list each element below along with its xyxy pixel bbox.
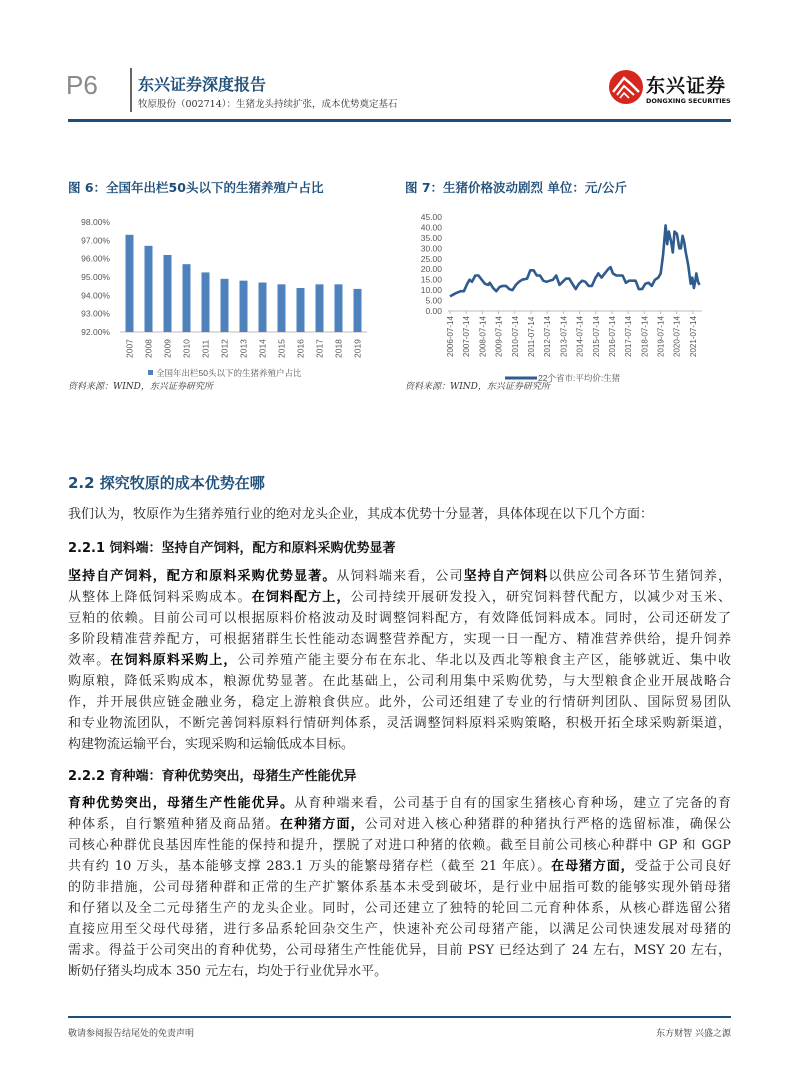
- bar: [126, 235, 134, 332]
- text-run: 公司对进入核心种猪群的种猪执行严格的选留标准，确保公: [364, 817, 731, 832]
- y-tick-label: 15.00: [420, 274, 442, 285]
- x-tick-label: 2008-07-14: [478, 316, 488, 357]
- bar: [145, 246, 153, 332]
- logo-text-en: DONGXING SECURITIES: [646, 97, 731, 105]
- figure-7-title: 图 7：生猪价格波动剧烈 单位：元/公斤: [405, 180, 627, 195]
- footer-slogan: 东方财智 兴盛之源: [656, 1029, 731, 1039]
- header-divider: [130, 68, 132, 112]
- y-tick-label: 20.00: [420, 264, 442, 275]
- y-tick-label: 30.00: [420, 243, 442, 254]
- y-tick-label: 96.00%: [81, 253, 110, 264]
- text-run: 公司养殖产能主要分布在东北、华北以及西北等粮食主产区，能够就近、集中收: [237, 653, 731, 668]
- y-tick-label: 93.00%: [81, 308, 110, 319]
- x-tick-label: 2018-07-14: [640, 316, 650, 357]
- y-tick-label: 10.00: [420, 285, 442, 296]
- text-run: 直接应用至父母代母猪，进行多品系轮回杂交生产，快速补充公司母猪产能，以满足公司快速发展对母猪的: [68, 922, 731, 937]
- paragraph-line: [68, 587, 731, 608]
- bar: [202, 272, 210, 332]
- x-tick-label: 2011-07-14: [526, 316, 536, 357]
- y-tick-label: 94.00%: [81, 290, 110, 301]
- x-tick-label: 2009-07-14: [494, 316, 504, 357]
- page-number: P6: [66, 70, 98, 100]
- x-tick-label: 2010: [181, 339, 192, 358]
- text-run: 司核心种群优良基因库性能的保持和提升，摆脱了对进口种猪的依赖。截至目前公司核心种群中 GP 和 GGP: [68, 838, 731, 853]
- text-run: 和仔猪以及全二元母猪生产的龙头企业。同时，公司还建立了独特的轮回二元育种体系，从核心群选留公猪: [68, 901, 731, 916]
- bar: [183, 264, 191, 332]
- text-run: 受益于公司良好: [634, 859, 731, 874]
- text-run: 从饲料端来看，公司: [336, 569, 464, 584]
- x-tick-label: 2015-07-14: [591, 316, 601, 357]
- x-tick-label: 2015: [276, 339, 287, 358]
- subsection-heading-feed: 2.2.1 饲料端：坚持自产饲料，配方和原料采购优势显著: [68, 541, 396, 556]
- text-run: 构建物流运输平台，实现采购和运输低成本目标。: [68, 737, 355, 752]
- text-run: 以供应公司各环节生猪饲养，: [548, 569, 731, 584]
- x-tick-label: 2013-07-14: [559, 316, 569, 357]
- text-run: 和专业物流团队，不断完善饲料原料行情研判体系，灵活调整饲料原料采购策略，积极开拓全球采购新渠道，: [68, 716, 731, 731]
- bar: [221, 279, 229, 332]
- report-subtitle: 牧原股份（002714）：生猪龙头持续扩张，成本优势奠定基石: [138, 99, 398, 110]
- x-tick-label: 2016-07-14: [607, 316, 617, 357]
- x-tick-label: 2021-07-14: [688, 316, 698, 357]
- paragraph-line: [68, 898, 731, 919]
- section-heading: 2.2 探究牧原的成本优势在哪: [68, 474, 265, 492]
- bold-text: 在饲料原料采购上，: [110, 653, 238, 668]
- figure-6-title: 图 6：全国年出栏50头以下的生猪养殖户占比: [68, 180, 324, 195]
- price-line: [450, 225, 700, 296]
- y-tick-label: 98.00%: [81, 217, 110, 227]
- bold-text: 在母猪方面，: [551, 859, 635, 874]
- paragraph-line: [68, 566, 731, 587]
- report-title: 东兴证券深度报告: [138, 75, 267, 94]
- feed-paragraph: [68, 566, 731, 755]
- figure-6-source: 资料来源：WIND，东兴证券研究所: [68, 382, 213, 392]
- paragraph-line: [68, 713, 731, 734]
- bold-text: 在饲料配方上，: [251, 590, 351, 605]
- y-tick-label: 95.00%: [81, 272, 110, 282]
- x-tick-label: 2014: [257, 339, 268, 358]
- subsection-heading-breeding: 2.2.2 育种端：育种优势突出，母猪生产性能优异: [68, 769, 357, 784]
- x-tick-label: 2019: [352, 339, 363, 358]
- bar: [297, 288, 305, 332]
- x-tick-label: 2006-07-14: [446, 316, 455, 357]
- y-tick-label: 97.00%: [81, 235, 110, 246]
- paragraph-line: [68, 671, 731, 692]
- x-tick-label: 2011: [200, 339, 211, 358]
- y-tick-label: 5.00: [425, 295, 442, 306]
- paragraph-line: [68, 793, 731, 814]
- y-tick-label: 35.00: [420, 232, 442, 243]
- bar: [164, 255, 172, 332]
- x-tick-label: 2014-07-14: [575, 316, 585, 357]
- paragraph-line: [68, 856, 731, 877]
- y-tick-label: 0.00: [425, 306, 442, 316]
- y-tick-label: 92.00%: [81, 327, 110, 337]
- text-run: 种体系，自行繁殖种猪及商品猪。: [68, 817, 280, 832]
- text-run: 公司持续开展研发投入，研究饲料替代配方，以减少对玉米、: [350, 590, 731, 605]
- paragraph-line: [68, 629, 731, 650]
- legend-label: 全国年出栏50头以下的生猪养殖户占比: [156, 368, 302, 378]
- bar: [259, 283, 267, 333]
- figure-6-bar-chart: [60, 200, 390, 385]
- bar: [354, 289, 362, 332]
- paragraph-line: [68, 814, 731, 835]
- paragraph-line: [68, 919, 731, 940]
- footer-rule: [68, 1016, 731, 1018]
- x-tick-label: 2017-07-14: [624, 316, 634, 357]
- x-tick-label: 2009: [162, 339, 173, 358]
- bar: [278, 284, 286, 332]
- paragraph-line: [68, 961, 731, 982]
- y-tick-label: 40.00: [420, 222, 442, 233]
- text-run: 断奶仔猪头均成本 350 元左右，均处于行业优异水平。: [68, 964, 388, 979]
- paragraph-line: [68, 734, 731, 755]
- text-run: 从整体上降低饲料采购成本。: [68, 590, 252, 605]
- text-run: 豆粕的依赖。目前公司可以根据原料价格波动及时调整饲料配方，有效降低饲料成本。同时，公司还研发了: [68, 611, 731, 626]
- intro-paragraph: [68, 504, 731, 525]
- legend-label: 22个省市:平均价:生猪: [538, 373, 621, 383]
- x-tick-label: 2012: [219, 339, 230, 358]
- text-run: 购原粮，降低采购成本，粮源优势显著。在此基础上，公司利用集中采购优势，与大型粮食企业开展战略合: [68, 674, 731, 689]
- legend-swatch: [148, 370, 153, 375]
- x-tick-label: 2017: [314, 339, 325, 358]
- x-tick-label: 2012-07-14: [543, 316, 553, 357]
- intro-text: 我们认为，牧原作为生猪养殖行业的绝对龙头企业，其成本优势十分显著，具体体现在以下几个方面：: [68, 507, 654, 522]
- x-tick-label: 2007: [124, 339, 135, 358]
- figure-7-source: 资料来源：WIND，东兴证券研究所: [405, 382, 550, 392]
- x-tick-label: 2016: [295, 339, 306, 358]
- y-tick-label: 45.00: [420, 212, 442, 222]
- paragraph-line: [68, 877, 731, 898]
- bold-text: 坚持自产饲料，配方和原料采购优势显著。: [68, 569, 337, 584]
- text-run: 效率。: [68, 653, 111, 668]
- dongxing-logo-icon: [608, 68, 644, 106]
- bold-text: 坚持自产饲料: [463, 569, 549, 584]
- paragraph-line: [68, 835, 731, 856]
- text-run: 从育种端来看，公司基于自有的国家生猪核心育种场，建立了完备的育: [294, 796, 731, 811]
- paragraph-line: [68, 940, 731, 961]
- text-run: 共有约 10 万头，基本能够支撑 283.1 万头的能繁母猪存栏（截至 21 年底）。: [68, 859, 552, 874]
- figure-7-line-chart: [400, 200, 730, 390]
- bar: [335, 284, 343, 332]
- x-tick-label: 2010-07-14: [510, 316, 520, 357]
- bar: [240, 281, 248, 332]
- bar: [316, 284, 324, 332]
- x-tick-label: 2008: [143, 339, 154, 358]
- footer-disclaimer: 敬请参阅报告结尾处的免责声明: [68, 1029, 195, 1039]
- paragraph-line: [68, 692, 731, 713]
- logo-text: 东兴证券: [646, 75, 727, 97]
- x-tick-label: 2013: [238, 339, 249, 358]
- paragraph-line: [68, 608, 731, 629]
- header-rule: [68, 119, 731, 122]
- breeding-paragraph: [68, 793, 731, 982]
- text-run: 的防非措施，公司母猪种群和正常的生产扩繁体系基本未受到破坏，是行业中屈指可数的能够实现外销母猪: [68, 880, 731, 895]
- x-tick-label: 2019-07-14: [656, 316, 666, 357]
- x-tick-label: 2020-07-14: [672, 316, 682, 357]
- text-run: 作，并开展供应链金融业务，稳定上游粮食供应。此外，公司还组建了专业的行情研判团队、国际贸易团队: [68, 695, 731, 710]
- text-run: 需求。得益于公司突出的育种优势，公司母猪生产性能优异，目前 PSY 已经达到了 24 左右，MSY 20 左右，: [68, 943, 731, 958]
- bold-text: 在种猪方面，: [279, 817, 365, 832]
- text-run: 多阶段精准营养配方，可根据猪群生长性能动态调整营养配方，实现一日一配方、精准营养供给，提升饲养: [68, 632, 731, 647]
- bold-text: 育种优势突出，母猪生产性能优异。: [68, 796, 295, 811]
- x-tick-label: 2007-07-14: [462, 316, 472, 357]
- paragraph-line: [68, 650, 731, 671]
- y-tick-label: 25.00: [420, 253, 442, 264]
- x-tick-label: 2018: [333, 339, 344, 358]
